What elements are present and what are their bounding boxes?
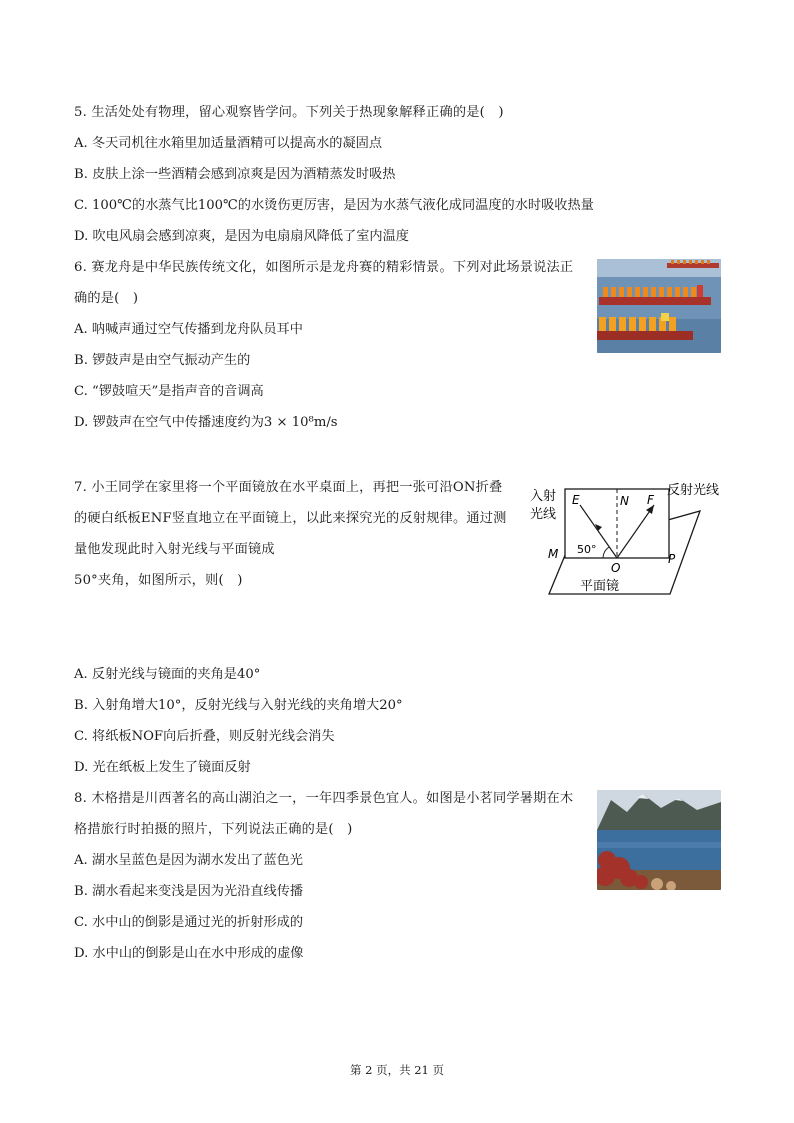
q6-option-a: A. 呐喊声通过空气传播到龙舟队员耳中 xyxy=(74,322,303,337)
q6-option-b: B. 锣鼓声是由空气振动产生的 xyxy=(74,353,251,368)
q7-stem-line4: 50°夹角，如图所示，则( ) xyxy=(74,573,243,588)
q7-option-a: A. 反射光线与镜面的夹角是40° xyxy=(74,667,261,682)
incident-label-1: 入射 xyxy=(530,489,557,504)
label-o: O xyxy=(611,561,621,575)
label-f: F xyxy=(647,493,654,507)
reflected-label: 反射光线 xyxy=(667,483,720,498)
q8-stem-line1: 8. 木格措是川西著名的高山湖泊之一，一年四季景色宜人。如图是小茗同学暑期在木 xyxy=(74,791,574,806)
q8-option-b: B. 湖水看起来变浅是因为光沿直线传播 xyxy=(74,884,304,899)
dragon-boat-photo xyxy=(597,259,721,353)
label-p: P xyxy=(668,552,676,566)
q8-option-d: D. 水中山的倒影是山在水中形成的虚像 xyxy=(74,946,304,961)
q6-stem-line2: 确的是( ) xyxy=(74,291,139,306)
q5-stem: 5. 生活处处有物理，留心观察皆学问。下列关于热现象解释正确的是( ) xyxy=(74,105,504,120)
q6-stem-line1: 6. 赛龙舟是中华民族传统文化，如图所示是龙舟赛的精彩情景。下列对此场景说法正 xyxy=(74,260,574,275)
q6-option-c: C. “锣鼓喧天”是指声音的音调高 xyxy=(74,384,264,399)
page-footer: 第 2 页，共 21 页 xyxy=(349,1063,445,1077)
q7-stem-line1: 7. 小王同学在家里将一个平面镜放在水平桌面上，再把一张可沿ON折叠 xyxy=(74,480,503,495)
q5-option-d: D. 吹电风扇会感到凉爽，是因为电扇扇风降低了室内温度 xyxy=(74,229,409,244)
q7-option-d: D. 光在纸板上发生了镜面反射 xyxy=(74,760,251,775)
mirror-label: 平面镜 xyxy=(580,579,620,594)
q8-option-c: C. 水中山的倒影是通过光的折射形成的 xyxy=(74,915,304,930)
reflection-diagram xyxy=(525,476,730,600)
q8-stem-line2: 格措旅行时拍摄的照片，下列说法正确的是( ) xyxy=(74,822,353,837)
q5-option-c: C. 100℃的水蒸气比100℃的水烫伤更厉害，是因为水蒸气液化成同温度的水时吸收热量 xyxy=(74,198,594,213)
label-n: N xyxy=(620,494,629,508)
q5-option-b: B. 皮肤上涂一些酒精会感到凉爽是因为酒精蒸发时吸热 xyxy=(74,167,396,182)
q5-option-a: A. 冬天司机往水箱里加适量酒精可以提高水的凝固点 xyxy=(74,136,383,151)
lake-photo xyxy=(597,790,721,890)
label-e: E xyxy=(572,493,580,507)
q7-option-b: B. 入射角增大10°，反射光线与入射光线的夹角增大20° xyxy=(74,698,403,713)
lake-photo-icon xyxy=(597,790,721,890)
label-m: M xyxy=(548,547,559,561)
q8-option-a: A. 湖水呈蓝色是因为湖水发出了蓝色光 xyxy=(74,853,303,868)
q7-option-c: C. 将纸板NOF向后折叠，则反射光线会消失 xyxy=(74,729,335,744)
q7-stem-line2: 的硬白纸板ENF竖直地立在平面镜上，以此来探究光的反射规律。通过测 xyxy=(74,511,507,526)
incident-label-2: 光线 xyxy=(530,507,557,522)
angle-label: 50° xyxy=(577,543,597,556)
q7-stem-line3: 量他发现此时入射光线与平面镜成 xyxy=(74,542,275,557)
dragon-boat-photo-icon xyxy=(597,259,721,353)
q6-option-d: D. 锣鼓声在空气中传播速度约为3 × 10⁸m/s xyxy=(74,415,338,430)
